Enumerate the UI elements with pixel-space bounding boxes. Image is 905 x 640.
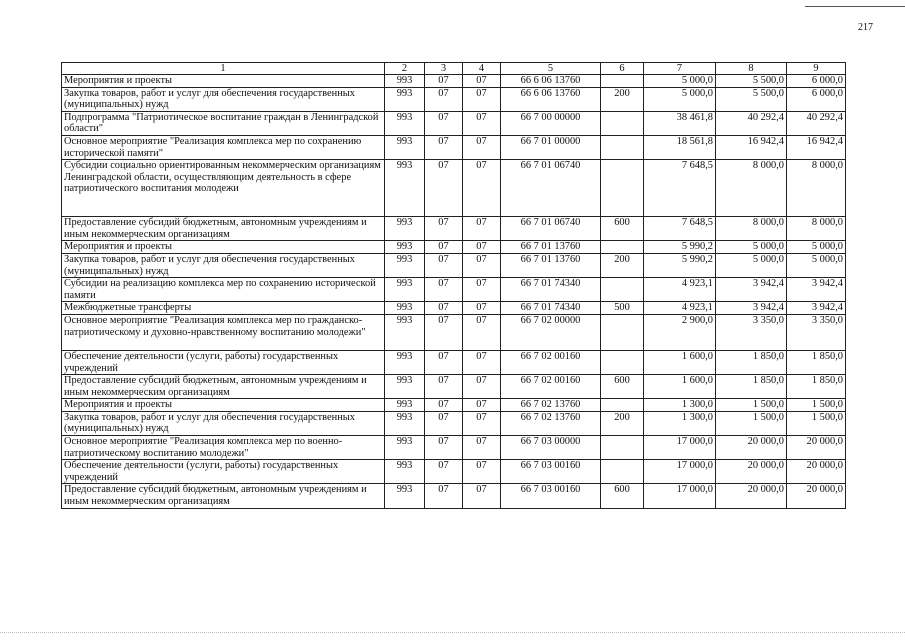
cell-ministry: 993	[385, 241, 425, 254]
cell-ministry: 993	[385, 399, 425, 412]
cell-amount-year1: 7 648,5	[644, 217, 716, 241]
row-name: Межбюджетные трансферты	[62, 302, 385, 315]
cell-amount-year1: 2 900,0	[644, 314, 716, 350]
cell-amount-year1: 17 000,0	[644, 460, 716, 484]
cell-amount-year3: 3 942,4	[787, 278, 846, 302]
cell-amount-year3: 8 000,0	[787, 217, 846, 241]
cell-expense-type	[601, 75, 644, 88]
table-row	[62, 135, 846, 159]
scan-bottom-edge	[0, 632, 905, 635]
cell-ministry: 993	[385, 135, 425, 159]
cell-amount-year2: 20 000,0	[716, 460, 787, 484]
cell-amount-year2: 8 000,0	[716, 160, 787, 217]
row-name: Предоставление субсидий бюджетным, автономным учреждениям и иным некоммерческим организациям	[62, 375, 385, 399]
cell-subsection: 07	[463, 87, 501, 111]
cell-amount-year2: 3 942,4	[716, 302, 787, 315]
cell-amount-year2: 20 000,0	[716, 436, 787, 460]
cell-expense-type	[601, 436, 644, 460]
cell-target-item: 66 7 02 00000	[501, 314, 601, 350]
cell-target-item: 66 7 01 00000	[501, 135, 601, 159]
cell-expense-type: 600	[601, 217, 644, 241]
row-name: Обеспечение деятельности (услуги, работы) государственных учреждений	[62, 350, 385, 374]
cell-amount-year1: 5 000,0	[644, 87, 716, 111]
budget-table	[61, 62, 846, 509]
cell-amount-year3: 1 500,0	[787, 411, 846, 435]
cell-amount-year1: 18 561,8	[644, 135, 716, 159]
cell-target-item: 66 6 06 13760	[501, 87, 601, 111]
cell-amount-year3: 6 000,0	[787, 87, 846, 111]
cell-target-item: 66 7 03 00160	[501, 460, 601, 484]
cell-amount-year3: 1 850,0	[787, 375, 846, 399]
cell-amount-year2: 1 850,0	[716, 350, 787, 374]
cell-ministry: 993	[385, 253, 425, 277]
cell-expense-type	[601, 399, 644, 412]
row-name: Субсидии социально ориентированным некоммерческим организациям Ленинградской области, осуществляющим деятельность в сфере патриотического воспитания молодежи	[62, 160, 385, 217]
cell-amount-year3: 20 000,0	[787, 436, 846, 460]
cell-ministry: 993	[385, 75, 425, 88]
cell-expense-type: 600	[601, 375, 644, 399]
cell-section: 07	[425, 160, 463, 217]
cell-target-item: 66 7 01 13760	[501, 241, 601, 254]
cell-amount-year1: 1 600,0	[644, 375, 716, 399]
table-row	[62, 217, 846, 241]
column-header: 9	[787, 63, 846, 75]
table-row	[62, 302, 846, 315]
cell-expense-type: 200	[601, 87, 644, 111]
cell-amount-year1: 4 923,1	[644, 302, 716, 315]
cell-ministry: 993	[385, 350, 425, 374]
cell-amount-year3: 3 350,0	[787, 314, 846, 350]
cell-amount-year2: 16 942,4	[716, 135, 787, 159]
row-name: Субсидии на реализацию комплекса мер по сохранению исторической памяти	[62, 278, 385, 302]
cell-subsection: 07	[463, 484, 501, 508]
cell-ministry: 993	[385, 87, 425, 111]
cell-section: 07	[425, 350, 463, 374]
table-row	[62, 411, 846, 435]
cell-amount-year3: 5 000,0	[787, 253, 846, 277]
table-row	[62, 278, 846, 302]
cell-subsection: 07	[463, 217, 501, 241]
cell-amount-year2: 40 292,4	[716, 111, 787, 135]
cell-expense-type	[601, 278, 644, 302]
cell-target-item: 66 7 03 00000	[501, 436, 601, 460]
scan-edge-line	[805, 6, 905, 7]
table-row	[62, 253, 846, 277]
cell-amount-year1: 5 990,2	[644, 241, 716, 254]
row-name: Закупка товаров, работ и услуг для обеспечения государственных (муниципальных) нужд	[62, 411, 385, 435]
cell-section: 07	[425, 75, 463, 88]
cell-section: 07	[425, 484, 463, 508]
cell-ministry: 993	[385, 314, 425, 350]
cell-target-item: 66 6 06 13760	[501, 75, 601, 88]
cell-amount-year3: 16 942,4	[787, 135, 846, 159]
cell-section: 07	[425, 111, 463, 135]
cell-section: 07	[425, 278, 463, 302]
cell-section: 07	[425, 436, 463, 460]
cell-expense-type	[601, 160, 644, 217]
cell-target-item: 66 7 01 74340	[501, 302, 601, 315]
cell-expense-type: 600	[601, 484, 644, 508]
table-row	[62, 314, 846, 350]
table-row	[62, 375, 846, 399]
cell-subsection: 07	[463, 375, 501, 399]
cell-subsection: 07	[463, 436, 501, 460]
cell-subsection: 07	[463, 314, 501, 350]
cell-subsection: 07	[463, 302, 501, 315]
cell-amount-year1: 1 300,0	[644, 399, 716, 412]
cell-target-item: 66 7 01 74340	[501, 278, 601, 302]
cell-amount-year3: 20 000,0	[787, 484, 846, 508]
column-header: 3	[425, 63, 463, 75]
table-row	[62, 241, 846, 254]
cell-expense-type	[601, 135, 644, 159]
cell-amount-year2: 5 500,0	[716, 87, 787, 111]
cell-amount-year1: 5 990,2	[644, 253, 716, 277]
cell-amount-year1: 17 000,0	[644, 484, 716, 508]
cell-section: 07	[425, 460, 463, 484]
cell-amount-year2: 8 000,0	[716, 217, 787, 241]
cell-expense-type: 200	[601, 411, 644, 435]
table-row	[62, 436, 846, 460]
cell-amount-year2: 20 000,0	[716, 484, 787, 508]
cell-amount-year3: 1 500,0	[787, 399, 846, 412]
cell-amount-year3: 8 000,0	[787, 160, 846, 217]
cell-amount-year2: 1 500,0	[716, 399, 787, 412]
cell-subsection: 07	[463, 411, 501, 435]
cell-amount-year1: 38 461,8	[644, 111, 716, 135]
cell-expense-type: 200	[601, 253, 644, 277]
cell-ministry: 993	[385, 411, 425, 435]
row-name: Предоставление субсидий бюджетным, автономным учреждениям и иным некоммерческим организациям	[62, 484, 385, 508]
cell-expense-type	[601, 350, 644, 374]
cell-amount-year2: 1 850,0	[716, 375, 787, 399]
cell-subsection: 07	[463, 460, 501, 484]
table-row	[62, 87, 846, 111]
page-number: 217	[858, 22, 873, 33]
row-name: Основное мероприятие "Реализация комплекса мер по гражданско-патриотическому и духовно-нравственному воспитанию молодежи"	[62, 314, 385, 350]
column-header: 1	[62, 63, 385, 75]
cell-amount-year1: 17 000,0	[644, 436, 716, 460]
cell-amount-year3: 5 000,0	[787, 241, 846, 254]
row-name: Мероприятия и проекты	[62, 241, 385, 254]
cell-subsection: 07	[463, 350, 501, 374]
row-name: Подпрограмма "Патриотическое воспитание граждан в Ленинградской области"	[62, 111, 385, 135]
column-header: 6	[601, 63, 644, 75]
cell-target-item: 66 7 01 06740	[501, 217, 601, 241]
table-row	[62, 460, 846, 484]
column-header: 8	[716, 63, 787, 75]
cell-amount-year1: 4 923,1	[644, 278, 716, 302]
cell-target-item: 66 7 03 00160	[501, 484, 601, 508]
cell-amount-year2: 1 500,0	[716, 411, 787, 435]
table-row	[62, 350, 846, 374]
row-name: Закупка товаров, работ и услуг для обеспечения государственных (муниципальных) нужд	[62, 87, 385, 111]
cell-subsection: 07	[463, 253, 501, 277]
cell-amount-year3: 40 292,4	[787, 111, 846, 135]
table-row	[62, 399, 846, 412]
cell-target-item: 66 7 02 13760	[501, 411, 601, 435]
cell-amount-year2: 5 000,0	[716, 253, 787, 277]
cell-subsection: 07	[463, 75, 501, 88]
cell-section: 07	[425, 411, 463, 435]
table-row	[62, 160, 846, 217]
cell-section: 07	[425, 135, 463, 159]
row-name: Закупка товаров, работ и услуг для обеспечения государственных (муниципальных) нужд	[62, 253, 385, 277]
cell-target-item: 66 7 01 13760	[501, 253, 601, 277]
row-name: Обеспечение деятельности (услуги, работы) государственных учреждений	[62, 460, 385, 484]
column-header: 4	[463, 63, 501, 75]
cell-section: 07	[425, 399, 463, 412]
cell-target-item: 66 7 00 00000	[501, 111, 601, 135]
cell-target-item: 66 7 02 00160	[501, 375, 601, 399]
cell-subsection: 07	[463, 241, 501, 254]
cell-ministry: 993	[385, 436, 425, 460]
cell-subsection: 07	[463, 111, 501, 135]
cell-amount-year2: 3 942,4	[716, 278, 787, 302]
table-row	[62, 75, 846, 88]
cell-ministry: 993	[385, 484, 425, 508]
cell-amount-year1: 5 000,0	[644, 75, 716, 88]
cell-ministry: 993	[385, 375, 425, 399]
row-name: Предоставление субсидий бюджетным, автономным учреждениям и иным некоммерческим организациям	[62, 217, 385, 241]
cell-section: 07	[425, 302, 463, 315]
cell-amount-year1: 1 600,0	[644, 350, 716, 374]
cell-amount-year3: 3 942,4	[787, 302, 846, 315]
cell-subsection: 07	[463, 399, 501, 412]
row-name: Основное мероприятие "Реализация комплекса мер по сохранению исторической памяти"	[62, 135, 385, 159]
cell-subsection: 07	[463, 278, 501, 302]
cell-target-item: 66 7 01 06740	[501, 160, 601, 217]
column-header: 2	[385, 63, 425, 75]
cell-expense-type	[601, 241, 644, 254]
cell-amount-year2: 5 000,0	[716, 241, 787, 254]
cell-amount-year1: 7 648,5	[644, 160, 716, 217]
row-name: Мероприятия и проекты	[62, 399, 385, 412]
cell-ministry: 993	[385, 460, 425, 484]
cell-section: 07	[425, 87, 463, 111]
cell-amount-year3: 1 850,0	[787, 350, 846, 374]
row-name: Мероприятия и проекты	[62, 75, 385, 88]
cell-target-item: 66 7 02 13760	[501, 399, 601, 412]
table-row	[62, 111, 846, 135]
cell-amount-year3: 20 000,0	[787, 460, 846, 484]
cell-amount-year3: 6 000,0	[787, 75, 846, 88]
cell-section: 07	[425, 314, 463, 350]
cell-section: 07	[425, 253, 463, 277]
cell-ministry: 993	[385, 111, 425, 135]
cell-expense-type	[601, 314, 644, 350]
cell-amount-year2: 3 350,0	[716, 314, 787, 350]
cell-section: 07	[425, 375, 463, 399]
cell-section: 07	[425, 217, 463, 241]
row-name: Основное мероприятие "Реализация комплекса мер по военно-патриотическому воспитанию молодежи"	[62, 436, 385, 460]
cell-subsection: 07	[463, 160, 501, 217]
column-header: 5	[501, 63, 601, 75]
cell-subsection: 07	[463, 135, 501, 159]
cell-ministry: 993	[385, 302, 425, 315]
table-row	[62, 484, 846, 508]
cell-ministry: 993	[385, 160, 425, 217]
cell-amount-year2: 5 500,0	[716, 75, 787, 88]
cell-ministry: 993	[385, 278, 425, 302]
cell-ministry: 993	[385, 217, 425, 241]
cell-target-item: 66 7 02 00160	[501, 350, 601, 374]
cell-section: 07	[425, 241, 463, 254]
cell-expense-type	[601, 460, 644, 484]
column-number-row	[62, 63, 846, 75]
cell-expense-type: 500	[601, 302, 644, 315]
cell-expense-type	[601, 111, 644, 135]
column-header: 7	[644, 63, 716, 75]
cell-amount-year1: 1 300,0	[644, 411, 716, 435]
